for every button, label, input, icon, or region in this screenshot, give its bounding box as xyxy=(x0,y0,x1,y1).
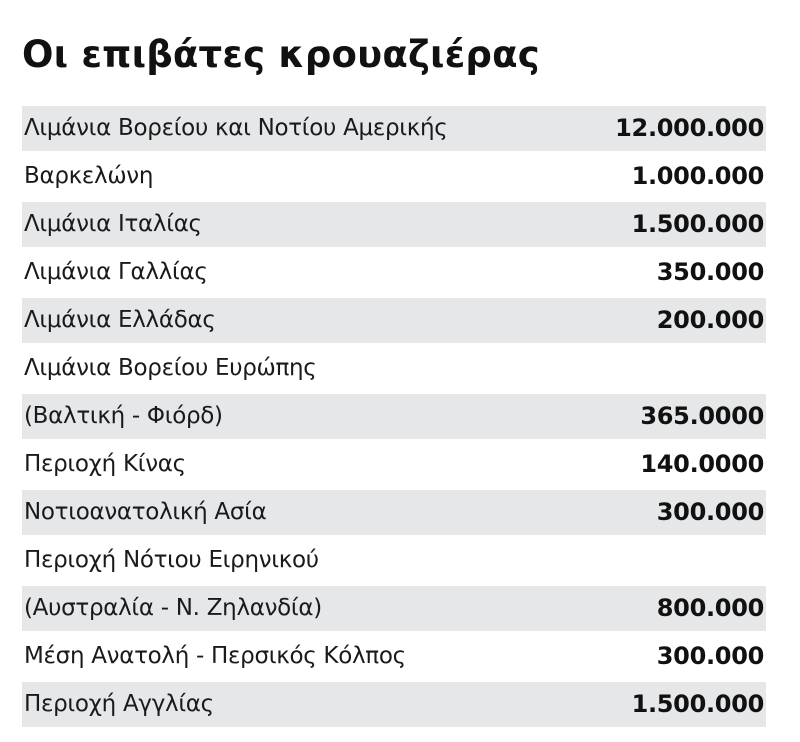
table-row xyxy=(22,298,766,343)
row-label: Περιοχή Κίνας xyxy=(24,451,186,477)
table-row xyxy=(22,538,766,583)
table-row xyxy=(22,250,766,295)
row-value: 350.000 xyxy=(656,258,764,286)
row-value: 200.000 xyxy=(656,306,764,334)
row-label: Λιμάνια Ελλάδας xyxy=(24,307,216,333)
row-label: Λιμάνια Βορείου Ευρώπης xyxy=(24,355,317,381)
row-value: 140.0000 xyxy=(640,450,764,478)
row-value: 800.000 xyxy=(656,594,764,622)
row-label: (Βαλτική - Φιόρδ) xyxy=(24,403,223,429)
table-row xyxy=(22,154,766,199)
row-label: Περιοχή Νότιου Ειρηνικού xyxy=(24,547,319,573)
table-row xyxy=(22,202,766,247)
table-row xyxy=(22,634,766,679)
row-label: Νοτιοανατολική Ασία xyxy=(24,499,267,525)
table-row xyxy=(22,490,766,535)
page-title: Οι επιβάτες κρουαζιέρας xyxy=(22,33,540,76)
row-label: Λιμάνια Γαλλίας xyxy=(24,259,208,285)
row-label: Βαρκελώνη xyxy=(24,163,154,189)
table-row xyxy=(22,682,766,727)
row-value: 12.000.000 xyxy=(615,114,764,142)
table-row xyxy=(22,346,766,391)
row-value: 1.500.000 xyxy=(631,210,764,238)
row-label: (Αυστραλία - Ν. Ζηλανδία) xyxy=(24,595,322,621)
row-label: Περιοχή Αγγλίας xyxy=(24,691,214,717)
row-value: 300.000 xyxy=(656,642,764,670)
table-row xyxy=(22,394,766,439)
table-row xyxy=(22,106,766,151)
row-value: 300.000 xyxy=(656,498,764,526)
table-row xyxy=(22,586,766,631)
row-label: Λιμάνια Ιταλίας xyxy=(24,211,202,237)
row-value: 1.000.000 xyxy=(631,162,764,190)
passenger-table xyxy=(22,106,766,730)
table-row xyxy=(22,442,766,487)
row-value: 365.0000 xyxy=(640,402,764,430)
row-label: Λιμάνια Βορείου και Νοτίου Αμερικής xyxy=(24,115,448,141)
row-label: Μέση Ανατολή - Περσικός Κόλπος xyxy=(24,643,406,669)
row-value: 1.500.000 xyxy=(631,690,764,718)
